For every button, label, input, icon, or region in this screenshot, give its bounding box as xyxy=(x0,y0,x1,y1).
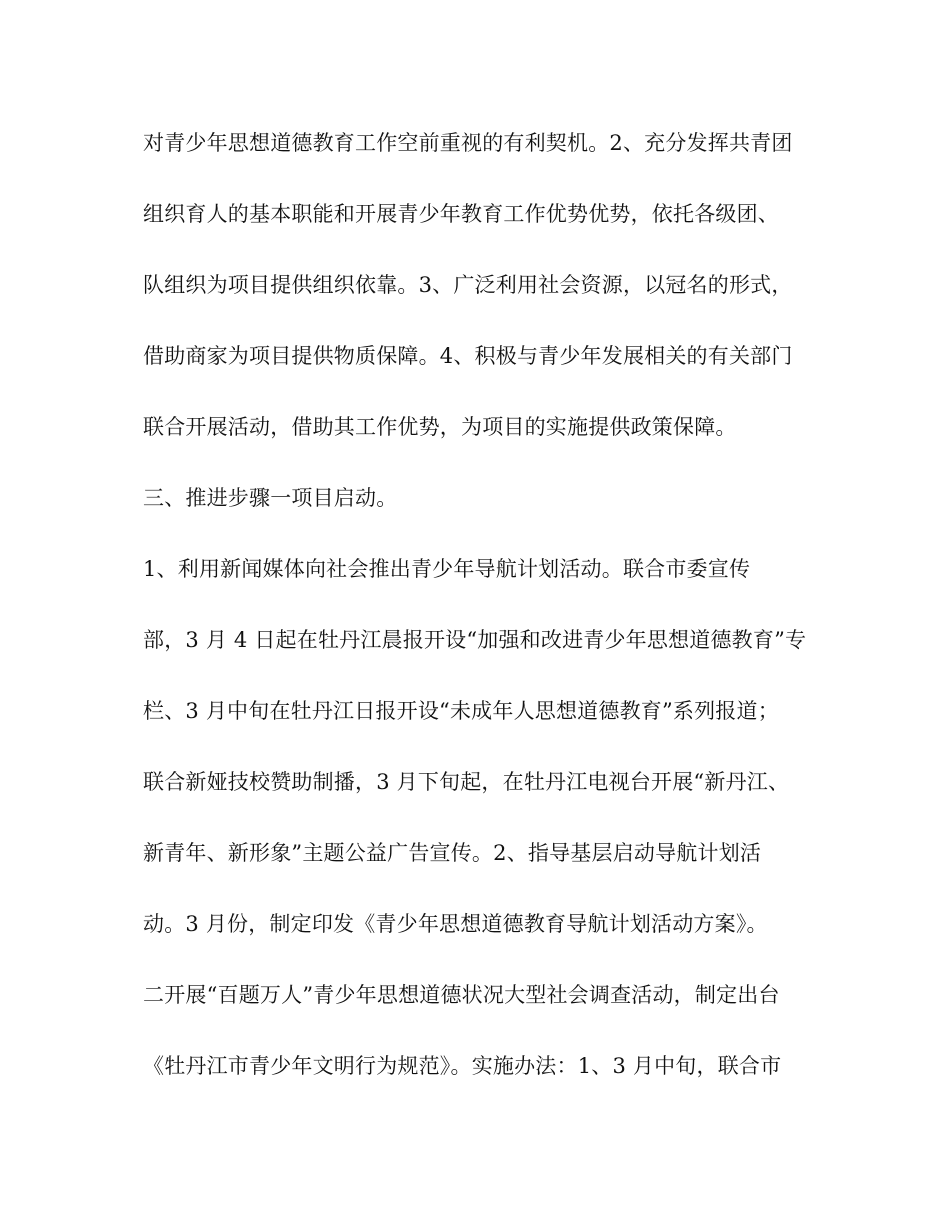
paragraph-line: 队组织为项目提供组织依靠。3、广泛利用社会资源，以冠名的形式， xyxy=(143,273,793,297)
paragraph-line: 《牡丹江市青少年文明行为规范》。实施办法：1、3 月中旬，联合市 xyxy=(143,1054,782,1078)
section-heading: 三、推进步骤一项目启动。 xyxy=(143,486,398,510)
paragraph-line: 二开展“百题万人”青少年思想道德状况大型社会调查活动，制定出台 xyxy=(143,983,780,1007)
paragraph-line: 栏、3 月中旬在牡丹江日报开设“未成年人思想道德教育”系列报道； xyxy=(143,699,779,723)
paragraph-line: 联合新娅技校赞助制播，3 月下旬起，在牡丹江电视台开展“新丹江、 xyxy=(143,770,790,794)
paragraph-line: 组织育人的基本职能和开展青少年教育工作优势优势，依托各级团、 xyxy=(143,202,779,226)
paragraph-line: 动。3 月份，制定印发《青少年思想道德教育导航计划活动方案》。 xyxy=(143,912,768,936)
paragraph-line: 借助商家为项目提供物质保障。4、积极与青少年发展相关的有关部门 xyxy=(143,344,793,368)
paragraph-line: 联合开展活动，借助其工作优势，为项目的实施提供政策保障。 xyxy=(143,415,737,439)
paragraph-line: 1、利用新闻媒体向社会推出青少年导航计划活动。联合市委宣传 xyxy=(143,557,751,581)
paragraph-line: 对青少年思想道德教育工作空前重视的有利契机。2、充分发挥共青团 xyxy=(143,131,793,155)
paragraph-line: 新青年、新形象”主题公益广告宣传。2、指导基层启动导航计划活 xyxy=(143,841,762,865)
paragraph-line: 部，3 月 4 日起在牡丹江晨报开设“加强和改进青少年思想道德教育”专 xyxy=(143,628,807,652)
